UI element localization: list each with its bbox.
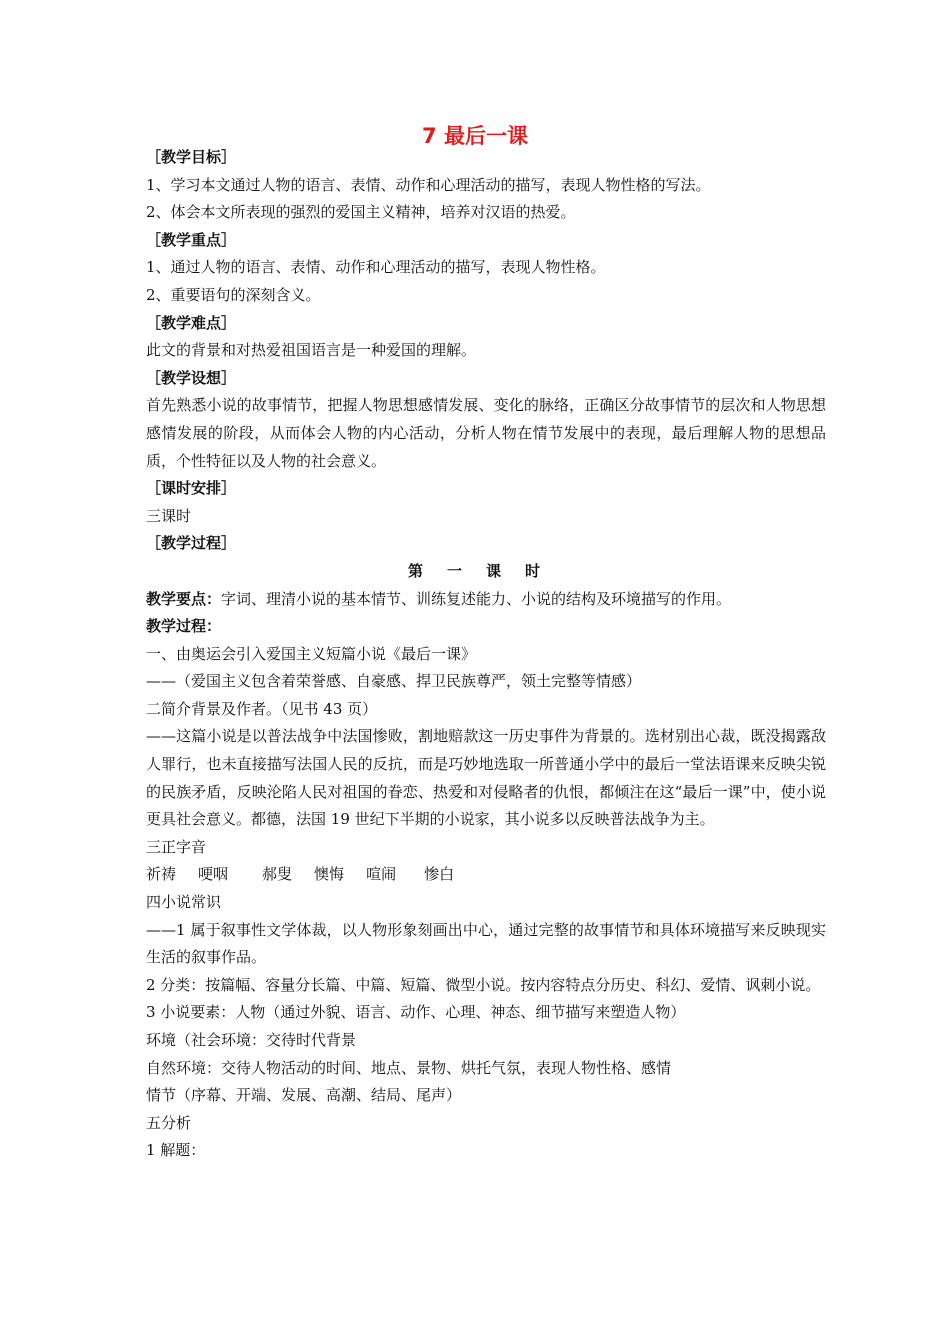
idea-heading: ［教学设想］ (146, 368, 237, 387)
word-item: 喧闹 (366, 865, 397, 884)
section-4-item-2: 2 分类：按篇幅、容量分长篇、中篇、短篇、微型小说。按内容特点分历史、科幻、爱情、讽刺小说。 (146, 975, 821, 994)
section-2-title: 二简介背景及作者。（见书 43 页） (146, 699, 378, 718)
section-4-item-1: ——1 属于叙事性文学体裁，以人物形象刻画出中心，通过完整的故事情节和具体环境描写来反映现实生活的叙事作品。 (146, 920, 826, 967)
idea-paragraph: 首先熟悉小说的故事情节，把握人物思想感情发展、变化的脉络，正确区分故事情节的层次和人物思想感情发展的阶段，从而体会人物的内心活动，分析人物在情节发展中的表现，最后理解人物的思想品质，个性特征以及人物的社会意义。 (146, 396, 826, 470)
section-4-item-4: 环境（社会环境：交待时代背景 (146, 1031, 357, 1049)
word-item: 祈祷 (146, 865, 177, 884)
section-1-note: ——（爱国主义包含着荣誉感、自豪感、捍卫民族尊严，领土完整等情感） (146, 672, 642, 691)
time-heading: ［课时安排］ (146, 479, 237, 498)
section-2-paragraph: ——这篇小说是以普法战争中法国惨败，割地赔款这一历史事件为背景的。选材别出心裁，既没揭露敌人罪行，也未直接描写法国人民的反抗，而是巧妙地选取一所普通小学中的最后一堂法语课来反映尖锐的民族矛盾，反映沦陷人民对祖国的眷恋、热爱和对侵略者的仇恨，都倾注在这“最后一课”中，使小说更具社会意义。都德，法国 19 世纪下半期的小说家，其小说多以反映普法战争为主。 (146, 727, 826, 829)
section-1-title: 一、由奥运会引入爱国主义短篇小说《最后一课》 (146, 644, 477, 663)
process-heading: ［教学过程］ (146, 534, 237, 553)
document-title: 7 最后一课 (422, 124, 528, 148)
section-5-item-1: 1 解题： (146, 1141, 206, 1160)
key-item-2: 2、重要语句的深刻含义。 (146, 285, 321, 304)
difficulty-heading: ［教学难点］ (146, 313, 237, 332)
document-body (146, 144, 826, 1165)
section-4-title: 四小说常识 (146, 893, 222, 912)
section-4-item-5: 自然环境：交待人物活动的时间、地点、景物、烘托气氛，表现人物性格、感情 (146, 1058, 672, 1077)
lesson-heading: 第一课时 (407, 561, 564, 580)
difficulty-item-1: 此文的背景和对热爱祖国语言是一种爱国的理解。 (146, 341, 477, 360)
goal-item-1: 1、学习本文通过人物的语言、表情、动作和心理活动的描写，表现人物性格的写法。 (146, 175, 711, 194)
goal-heading: ［教学目标］ (146, 148, 237, 166)
word-item: 哽咽 (198, 865, 229, 884)
lesson-process-label: 教学过程： (146, 617, 222, 636)
word-item: 懊悔 (314, 865, 345, 884)
section-4-item-6: 情节（序幕、开端、发展、高潮、结局、尾声） (146, 1086, 462, 1105)
key-item-1: 1、通过人物的语言、表情、动作和心理活动的描写，表现人物性格。 (146, 258, 606, 277)
key-heading: ［教学重点］ (146, 230, 237, 249)
goal-item-2: 2、体会本文所表现的强烈的爱国主义精神，培养对汉语的热爱。 (146, 203, 576, 222)
word-list (146, 861, 826, 889)
section-4-item-3: 3 小说要素：人物（通过外貌、语言、动作、心理、神态、细节描写来塑造人物） (146, 1003, 686, 1022)
section-3-title: 三正字音 (146, 837, 207, 856)
lesson-points-label: 教学要点： (146, 589, 222, 608)
word-item: 惨白 (424, 865, 455, 884)
lesson-points-text: 字词、理清小说的基本情节、训练复述能力、小说的结构及环境描写的作用。 (221, 589, 732, 608)
lesson-points (146, 586, 826, 614)
word-item: 郝叟 (262, 865, 293, 884)
section-5-title: 五分析 (146, 1113, 192, 1132)
time-item-1: 三课时 (146, 506, 192, 525)
